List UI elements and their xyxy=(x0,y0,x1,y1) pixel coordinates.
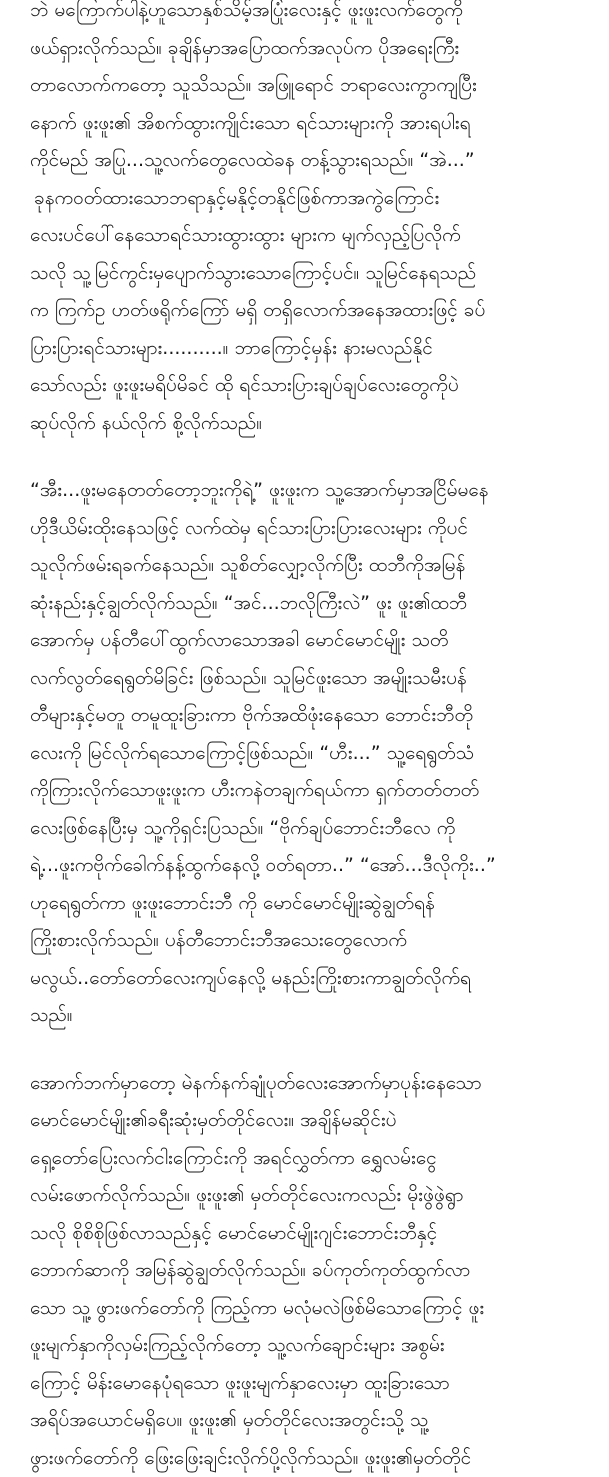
text-line: သည်။ xyxy=(30,997,582,1035)
text-line: ဟိုဒီယိမ်းထိုးနေသဖြင့် လက်ထဲမှ ရင်သားပြားပြားလေးများ ကိုပင် xyxy=(30,510,582,548)
text-line: က ကြက်ဥ ဟတ်ဖရိုက်ကြော် မရှိ တရှိလောက်အနေအထားဖြင့် ခပ် xyxy=(30,292,582,330)
paragraph-gap xyxy=(30,1035,582,1065)
text-line: တီများနှင့်မတူ တမူထူးခြားကာ ဗိုက်အထိဖုံးနေသော ဘောင်းဘီတို xyxy=(30,697,582,735)
text-line: ပြားပြားရင်သားများ..........။ ဘာကြောင့်မှန်း နားမလည်နိုင် xyxy=(30,330,582,368)
text-line: ကိုင်မည် အပြု...သူ့လက်တွေလေထဲခန တန့်သွားရသည်။ “အဲ...” xyxy=(30,142,582,180)
text-line: အရိပ်အယောင်မရှိပေ။ ဖူးဖူး၏ မှတ်တိုင်လေးအတွင်းသို့ သူ့ xyxy=(30,1402,582,1440)
text-line: ဘဲ မကြောက်ပါနဲ့ဟူသောနှစ်သိမ့်အပြုံးလေးနှင့် ဖူးဖူးလက်တွေကို xyxy=(30,0,582,30)
text-line: ဆုံးနည်းနှင့်ချွတ်လိုက်သည်။ “အင်...ဘလိုကြီးလဲ” ဖူး ဖူး၏ထဘီ xyxy=(30,585,582,623)
text-line: ဟုရေရွတ်ကာ ဖူးဖူးဘောင်းဘီ ကို မောင်မောင်မျိုးဆွဲချွတ်ရန် xyxy=(30,885,582,923)
text-line: မလွယ်..တော်တော်လေးကျပ်နေလို့ မနည်းကြိုးစားကာချွတ်လိုက်ရ xyxy=(30,960,582,998)
text-line: သလို သူ့မြင်ကွင်းမှပျောက်သွားသောကြောင့်ပင်။ သူမြင်နေရသည် xyxy=(30,255,582,293)
text-line: သူလိုက်ဖမ်းရခက်နေသည်။ သူစိတ်လျှော့လိုက်ပြီး ထဘီကိုအမြန် xyxy=(30,547,582,585)
text-line: လေးပင်ပေါ်နေသောရင်သားထွားထွား များက မျက်လှည့်ပြလိုက် xyxy=(30,217,582,255)
paragraph-2 xyxy=(30,472,582,1035)
text-line: ကြိုးစားလိုက်သည်။ ပန်တီဘောင်းဘီအသေးတွေလောက် xyxy=(30,922,582,960)
text-line: လေးကို မြင်လိုက်ရသောကြောင့်ဖြစ်သည်။ “ဟီး...” သူ့ရေရွတ်သံ xyxy=(30,735,582,773)
article-body xyxy=(30,0,582,1477)
text-line: ဖယ်ရှားလိုက်သည်။ ခုချိန်မှာအပြောထက်အလုပ်က ပိုအရေးကြီး xyxy=(30,30,582,68)
text-line: သလို စိုစိစိုဖြစ်လာသည်နှင့် မောင်မောင်မျိုးဂျင်းဘောင်းဘီနှင့် xyxy=(30,1215,582,1253)
paragraph-3 xyxy=(30,1065,582,1477)
text-line: ကြောင့် မိန်းမောနေပုံရသော ဖူးဖူးမျက်နှာလေးမှာ ထူးခြားသော xyxy=(30,1365,582,1403)
text-line: တာလောက်ကတော့ သူသိသည်။ အဖြူရောင် ဘရာလေးကွာကျပြီး xyxy=(30,67,582,105)
text-line: ဘောက်ဆာကို အမြန်ဆွဲချွတ်လိုက်သည်။ ခပ်ကုတ်ကုတ်ထွက်လာ xyxy=(30,1252,582,1290)
text-line: နောက် ဖူးဖူး၏ အိစက်ထွားကျိုင်းသော ရင်သားများကို အားရပါးရ xyxy=(30,105,582,143)
text-line: သော သူ့ ဖွားဖက်တော်ကို ကြည့်ကာ မလုံမလဲဖြစ်မိသောကြောင့် ဖူး xyxy=(30,1290,582,1328)
text-line: ဖွားဖက်တော်ကို ဖြေးဖြေးချင်းလိုက်ပို့လိုက်သည်။ ဖူးဖူး၏မှတ်တိုင် xyxy=(30,1440,582,1477)
text-line: ကိုကြားလိုက်သောဖူးဖူးက ဟီးကနဲတချက်ရယ်ကာ ရှက်တတ်တတ် xyxy=(30,772,582,810)
text-line: ရှေ့တော်ပြေးလက်ငါးကြောင်းကို အရင်လွှတ်ကာ ရွှေလမ်းငွေ xyxy=(30,1140,582,1178)
text-line: ဖူးမျက်နှာကိုလှမ်းကြည့်လိုက်တော့ သူ့လက်ချောင်းများ အစွမ်း xyxy=(30,1327,582,1365)
text-line: လေးဖြစ်နေပြီးမှ သူ့ကိုရှင်းပြသည်။ “ဗိုက်ချပ်ဘောင်းဘီလေ ကို xyxy=(30,810,582,848)
text-line: လက်လွတ်ရေရွတ်မိခြင်း ဖြစ်သည်။ သူမြင်ဖူးသော အမျိုးသမီးပန် xyxy=(30,660,582,698)
text-line: “အီး...ဖူးမနေတတ်တော့ဘူးကိုရဲ့” ဖူးဖူးက သူ့အောက်မှာအငြိမ်မနေ xyxy=(30,472,582,510)
text-line: သော်လည်း ဖူးဖူးမရိပ်မိခင် ထို ရင်သားပြားချပ်ချပ်လေးတွေကိုပဲ xyxy=(30,367,582,405)
text-line: ခုနကဝတ်ထားသောဘရာနှင့်မနိုင့်တနိုင်ဖြစ်ကာအကွဲကြောင်း xyxy=(30,180,582,218)
text-line: ရဲ့...ဖူးကဗိုက်ခေါက်နန့်ထွက်နေလို့ ဝတ်ရတာ..” “အော်...ဒီလိုကိုး..” xyxy=(30,847,582,885)
text-line: လမ်းဖောက်လိုက်သည်။ ဖူးဖူး၏ မှတ်တိုင်လေးကလည်း မိုးဖွဲဖွဲရွာ xyxy=(30,1177,582,1215)
paragraph-1 xyxy=(30,0,582,442)
text-line: မောင်မောင်မျိုး၏ခရီးဆုံးမှတ်တိုင်လေး။ အချိန်မဆိုင်းပဲ xyxy=(30,1102,582,1140)
text-line: အောက်မှ ပန်တီပေါ်ထွက်လာသောအခါ မောင်မောင်မျိုး သတိ xyxy=(30,622,582,660)
paragraph-gap xyxy=(30,442,582,472)
text-line: အောက်ဘက်မှာတော့ မဲနက်နက်ချုံပုတ်လေးအောက်မှာပုန်းနေသော xyxy=(30,1065,582,1103)
text-line: ဆုပ်လိုက် နယ်လိုက် စို့လိုက်သည်။ xyxy=(30,405,582,443)
